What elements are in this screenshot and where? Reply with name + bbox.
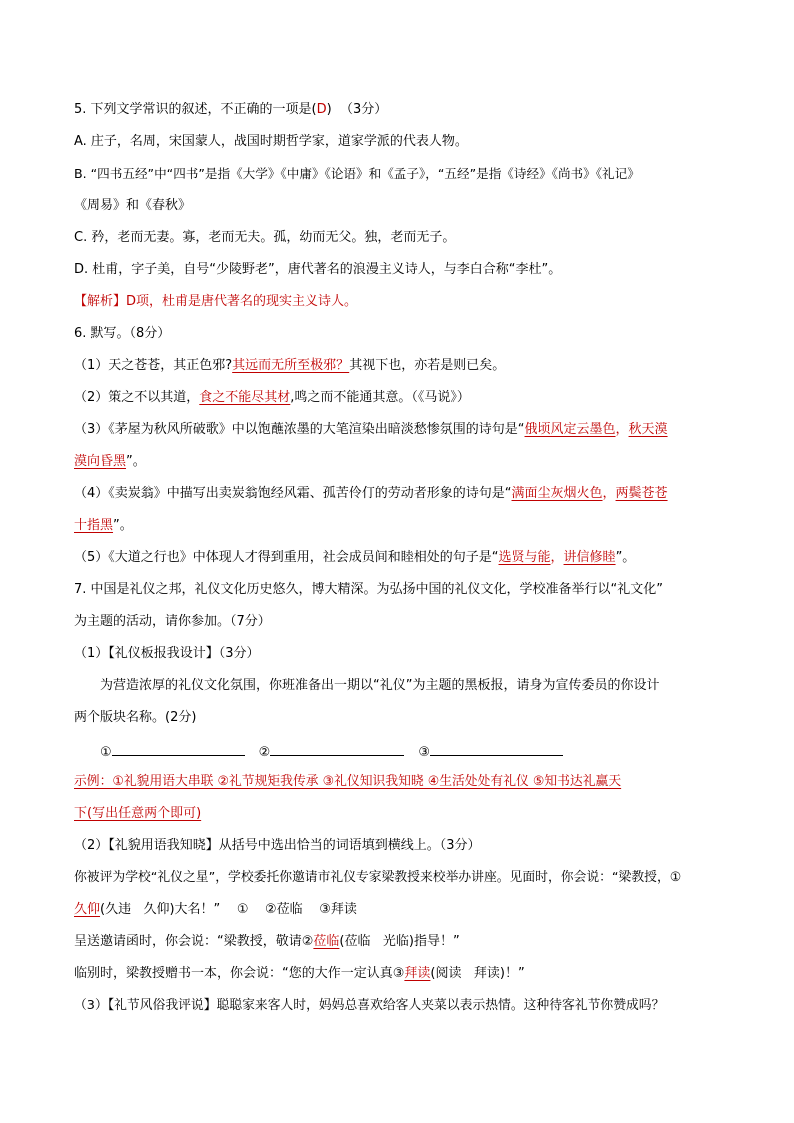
q7-part2-line4-post: (阅读 拜读)！” [430,966,525,981]
q6-item-2-post: ,鸣之而不能通其意。（《马说》） [290,390,470,405]
q7-intro-line2: 为主题的活动，请你参加。（7分） [74,614,271,629]
q5-option-b-line2: 《周易》和《春秋》 [74,198,192,213]
q6-item-3-answer-1: 俄顷风定云墨色 [524,422,616,437]
q7-part1-question-line2: 两个版块名称。(2分) [74,710,197,725]
q7-part2-line4-pre: 临别时，梁教授赠书一本，你会说：“您的大作一定认真③ [74,966,405,981]
q7-part1-example-line1: 示例：①礼貌用语大串联 ②礼节规矩我传承 ③礼仪知识我知晓 ④生活处处有礼仪 ⑤知书达礼赢天 [74,774,622,789]
q6-item-3-answer-2a: 秋天漠 [628,422,668,437]
q5-analysis: 【解析】D项，杜甫是唐代著名的现实主义诗人。 [74,294,358,309]
q5-stem [74,101,387,119]
q7-part2-line4 [74,965,525,983]
blank-3-marker: ③ [418,745,430,760]
q6-item-5-answer-1: 选贤与能 [498,550,551,565]
q7-part2-answer-2: 莅临 [313,934,340,949]
q5-option-b-line1: B. “四书五经”中“四书”是指《大学》《中庸》《论语》和《孟子》，“五经”是指《诗经》《尚书》《礼记》 [74,166,640,181]
q7-part3-title: （3）【礼节风俗我评说】聪聪家来客人时，妈妈总喜欢给客人夹菜以表示热情。这种待客礼节你赞成吗？ [74,998,665,1013]
q5-stem-score: ) （3分） [326,102,388,117]
q6-item-4-pre: （4）《卖炭翁》中描写出卖炭翁饱经风霜、孤苦伶仃的劳动者形象的诗句是“ [74,486,512,501]
q6-item-3-line1 [74,421,668,439]
q6-item-5-sep: ， [550,550,564,565]
q6-item-5 [74,549,635,567]
q7-part2-line3 [74,933,460,951]
q6-item-4-answer-2a: 两鬓苍苍 [615,486,668,501]
q6-title: 6. 默写。（8分） [74,326,171,341]
q5-option-a: A. 庄子，名周，宋国蒙人，战国时期哲学家，道家学派的代表人物。 [74,134,468,149]
q7-part1-blanks [100,741,563,762]
q7-part2-line2 [74,901,357,919]
q6-item-1-pre: （1）天之苍苍，其正色邪? [74,358,233,373]
q7-part1-title: （1）【礼仪板报我设计】（3分） [74,646,260,661]
q5-answer: D [316,102,327,117]
q6-item-4-line1 [74,485,668,503]
q7-part2-answer-3: 拜读 [404,966,431,981]
q6-item-4-sep: ， [602,486,616,501]
q6-item-3-line2 [74,453,146,471]
q7-part2-answer-1: 久仰 [74,902,101,917]
blank-2-line[interactable] [270,741,404,756]
q7-part2-line2-rest: (久违 久仰)大名！” ① ②莅临 ③拜读 [100,902,357,917]
q6-item-4-post: ”。 [113,518,133,533]
blank-2-marker: ② [258,745,271,760]
q6-item-5-answer-2: 讲信修睦 [563,550,616,565]
q6-item-2-pre: （2）策之不以其道， [74,390,200,405]
q5-option-d: D. 杜甫，字子美，自号“少陵野老”，唐代著名的浪漫主义诗人，与李白合称“李杜”。 [74,262,562,277]
q5-stem-text: 5. 下列文学常识的叙述，不正确的一项是( [74,102,317,117]
q6-item-1-answer: 其远而无所至极邪？ [232,358,350,373]
q6-item-2-answer: 食之不能尽其材 [199,390,291,405]
q6-item-4-answer-1: 满面尘灰烟火色 [511,486,603,501]
q7-part1-example-line2: 下(写出任意两个即可) [74,806,202,821]
q6-item-5-post: ”。 [615,550,636,565]
q7-part2-line3-pre: 呈送邀请函时，你会说：“梁教授，敬请② [74,934,314,949]
q7-part2-title: （2）【礼貌用语我知晓】从括号中选出恰当的词语填到横线上。（3分） [74,838,481,853]
q7-part1-question-line1: 为营造浓厚的礼仪文化氛围，你班准备出一期以“礼仪”为主题的黑板报，请身为宣传委员的你设计 [100,678,660,693]
q7-part2-line3-post: (莅临 光临)指导！” [339,934,460,949]
q6-item-3-pre: （3）《茅屋为秋风所破歌》中以饱蘸浓墨的大笔渲染出暗淡愁惨氛围的诗句是“ [74,422,525,437]
q5-option-c: C. 矜，老而无妻。寡，老而无夫。孤，幼而无父。独，老而无子。 [74,230,456,245]
blank-1-marker: ① [100,745,112,760]
q6-item-4-answer-2b: 十指黑 [74,518,114,533]
blank-3-line[interactable] [430,741,563,756]
q6-item-3-answer-2b: 漠向昏黑 [74,454,127,469]
q6-item-1 [74,357,505,375]
q6-item-3-post: ”。 [126,454,146,469]
q6-item-2 [74,389,470,407]
q7-intro-line1: 7. 中国是礼仪之邦，礼仪文化历史悠久，博大精深。为弘扬中国的礼仪文化，学校准备举行以“礼文化” [74,582,664,597]
q7-part2-line1: 你被评为学校“礼仪之星”，学校委托你邀请市礼仪专家梁教授来校举办讲座。见面时，你会说：“梁教授，① [74,870,682,885]
q6-item-1-post: 其视下也，亦若是则已矣。 [349,358,506,373]
q6-item-5-pre: （5）《大道之行也》中体现人才得到重用，社会成员间和睦相处的句子是“ [74,550,499,565]
q6-item-4-line2 [74,517,133,535]
q6-item-3-sep: ， [615,422,629,437]
blank-1-line[interactable] [112,741,245,756]
